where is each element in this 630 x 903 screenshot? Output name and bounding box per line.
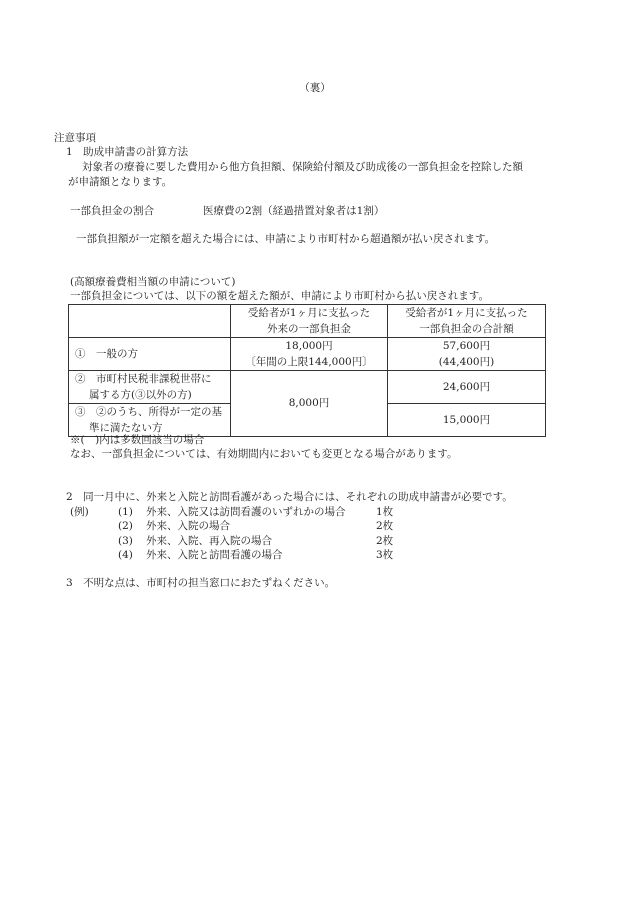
item1-body-line1: 対象者の療養に要した費用から他方負担額、保険給付額及び助成後の一部負担金を控除した額 [82,161,523,173]
table-header-row [69,305,546,338]
row1-outpatient [231,338,388,371]
item1-heading: 1 助成申請書の計算方法 [66,146,189,158]
example-count: 3枚 [376,549,394,561]
row1-total-line2: (44,400円) [438,356,495,368]
table-footnote: ※( )内は多数回該当の場合 [70,434,205,446]
row1-outpatient-line1: 18,000円 [285,340,333,352]
row2-3-outpatient: 8,000円 [231,371,388,437]
example-text: 外来、入院の場合 [146,520,230,532]
row2-category-line2: 属する方(③以外の方) [89,389,192,401]
example-text: 外来、入院、再入院の場合 [146,535,272,547]
example-count: 2枚 [376,535,394,547]
header-total-line2: 一部負担金の合計額 [419,323,514,335]
row2-category [69,371,231,404]
row1-total-line1: 57,600円 [442,340,491,352]
example-text: 外来、入院と訪問看護の場合 [146,549,283,561]
header-total [388,305,546,338]
example-num: (4) [118,549,133,561]
page-side-label: （裏） [299,82,331,94]
ratio-label: 一部負担金の割合 [70,205,154,217]
row3-category [69,404,231,437]
example-text: 外来、入院又は訪問看護のいずれかの場合 [146,506,346,518]
header-outpatient-line1: 受給者が1ヶ月に支払った [247,307,371,319]
header-total-line1: 受給者が1ヶ月に支払った [405,307,528,319]
example-count: 1枚 [376,506,394,518]
high-cost-intro: 一部負担金については、以下の額を超えた額が、申請により市町村から払い戻されます。 [70,290,489,302]
high-cost-title: (高額療養費相当額の申請について) [70,276,236,288]
example-label: (例) [70,506,89,518]
example-count: 2枚 [376,520,394,532]
row3-category-line1: ③ ②のうち、所得が一定の基 [75,406,222,418]
example-num: (3) [118,535,133,547]
table-note: なお、一部負担金については、有効期間内においても変更となる場合があります。 [70,448,458,460]
header-outpatient-line2: 外来の一部負担金 [267,323,351,335]
row1-category: ① 一般の方 [69,338,231,371]
notes-title: 注意事項 [54,132,96,144]
table-row [69,338,546,371]
ratio-value: 医療費の2割（経過措置対象者は1割） [203,205,385,217]
header-outpatient [231,305,388,338]
row2-total: 24,600円 [388,371,546,404]
table-row [69,371,546,404]
refund-note: 一部負担額が一定額を超えた場合には、申請により市町村から超過額が払い戻されます。 [76,233,496,245]
item2-heading: 2 同一月中に、外来と入院と訪問看護があった場合には、それぞれの助成申請書が必要です。 [66,491,513,503]
limit-table [68,304,546,437]
row3-total: 15,000円 [388,404,546,437]
row1-total [388,338,546,371]
example-num: (2) [118,520,133,532]
row2-category-line1: ② 市町村民税非課税世帯に [75,373,212,385]
table-header-blank [69,305,231,338]
example-num: (1) [118,506,133,518]
item3-text: 3 不明な点は、市町村の担当窓口におたずねください。 [66,577,336,589]
row1-outpatient-line2: 〔年間の上限144,000円〕 [245,356,373,368]
row3-category-line2: 準に満たない方 [89,422,163,434]
item1-body-line2: が申請額となります。 [68,176,173,188]
